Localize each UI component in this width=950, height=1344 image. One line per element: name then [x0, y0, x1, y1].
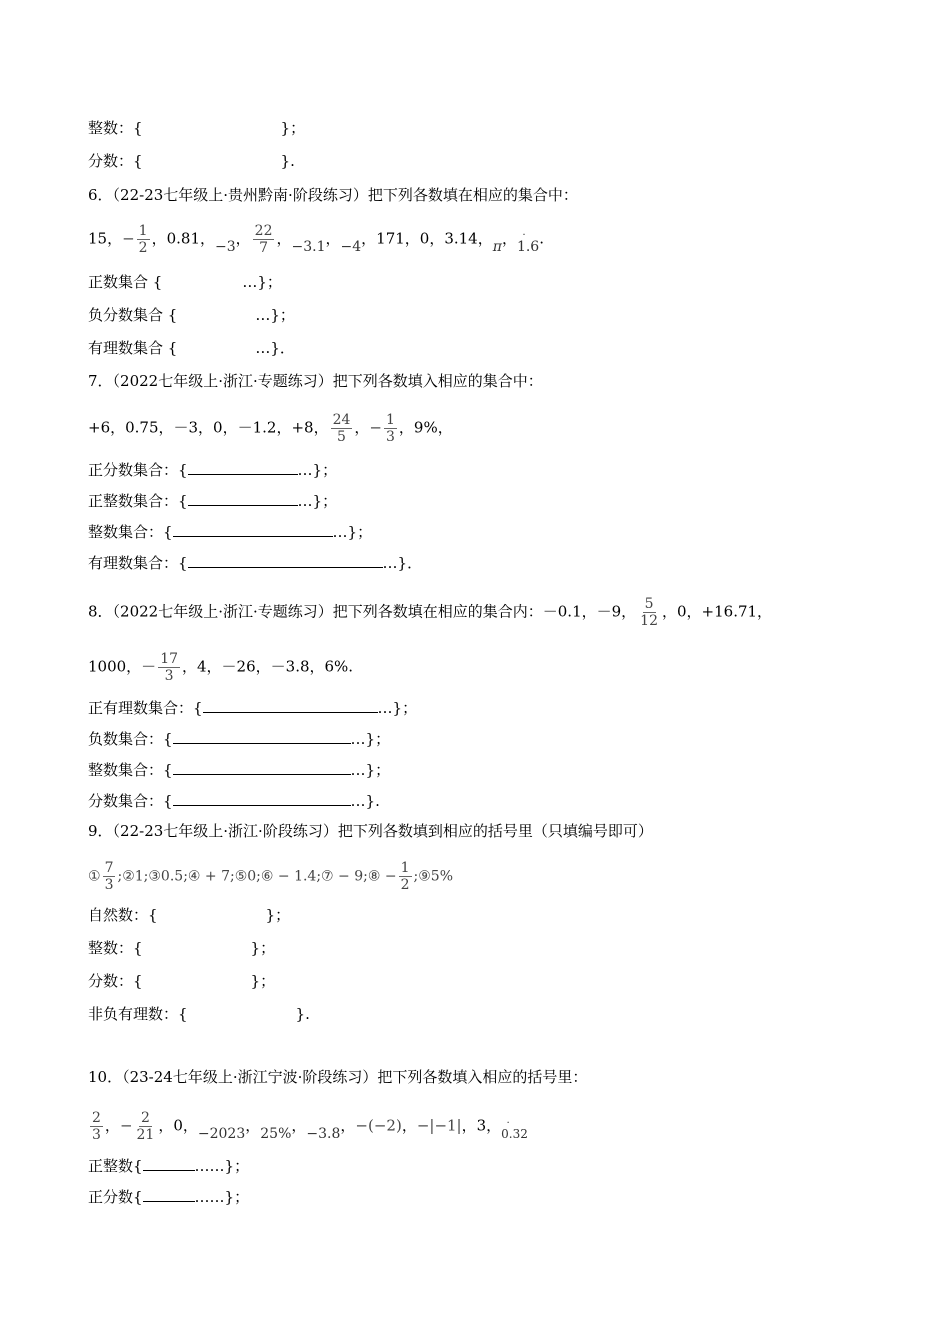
q6-set-negative-fraction: 负分数集合 { …}； [88, 306, 295, 324]
q8-heading: 8．（2022七年级上·浙江·专题练习）把下列各数填在相应的集合内：－0.1，－9， $\frac{5}{12}$ ，0，+16.71， [88, 596, 773, 629]
q7-numbers: +6，0.75，－3，0，－1.2，+8， $\frac{24}{5}$ ，− $\frac{1}{3}$ ，9%， [88, 412, 453, 445]
q10-fraction-2: $\frac{2}{21}$ [136, 1110, 155, 1143]
q7-set-positive-fraction: 正分数集合：{ …}； [88, 461, 338, 479]
q10-numbers: $\frac{2}{3}$ ，− $\frac{2}{21}$ ，0，−2023，25%，−3.8，−(−2)，−|−1|，3，$_{0.32}$ ˙ [88, 1110, 528, 1143]
q9-fraction-2: $\frac{1}{2}$ [400, 860, 410, 893]
q6-heading: 6．（22-23七年级上·贵州黔南·阶段练习）把下列各数填在相应的集合中： [88, 186, 578, 204]
q7-fraction-1: $\frac{24}{5}$ [332, 412, 351, 445]
q7-set-rational: 有理数集合：{ …}． [88, 554, 423, 572]
q9-fraction-1: $\frac{7}{3}$ [104, 860, 114, 893]
q6-set-rational: 有理数集合 { …}． [88, 339, 295, 357]
q9-numbers: ① $\frac{7}{3}$ ;②1;③0.5;④ + 7;⑤0;⑥ − 1.4;⑦ − 9;⑧ − $\frac{1}{2}$ ;⑨5% [88, 860, 453, 893]
q10-set-positive-fraction: 正分数{ ……}； [88, 1188, 250, 1206]
q7-heading: 7．（2022七年级上·浙江·专题练习）把下列各数填入相应的集合中： [88, 372, 543, 390]
q8-set-fraction: 分数集合：{ …}. [88, 792, 380, 810]
q6-fraction-2: $\frac{22}{7}$ [254, 223, 273, 256]
q10-set-positive-integer: 正整数{ ……}； [88, 1157, 250, 1175]
q5-fraction-set: 分数：{ }. [88, 152, 295, 170]
q9-set-nonnegative-rational: 非负有理数：{ }. [88, 1005, 310, 1023]
q7-fraction-2: $\frac{1}{3}$ [386, 412, 395, 445]
q8-set-integer: 整数集合：{ …}； [88, 761, 391, 779]
q6-numbers: 15，− $\frac{1}{2}$ ，0.81，−3， $\frac{22}{7}$ ，−3.1，−4，171，0，3.14，π，1.6 ˙. [88, 223, 544, 256]
q9-heading: 9．（22-23七年级上·浙江·阶段练习）把下列各数填到相应的括号里（只填编号即可） [88, 822, 653, 840]
q9-set-fraction: 分数：{ }； [88, 972, 276, 990]
q6-fraction-1: $\frac{1}{2}$ [138, 223, 148, 256]
q5-integer-set: 整数：{ }； [88, 119, 306, 137]
q8-fraction-1: $\frac{5}{12}$ [640, 596, 658, 629]
q6-set-positive: 正数集合 { …}； [88, 273, 282, 291]
q9-set-natural: 自然数：{ }； [88, 906, 291, 924]
q7-set-positive-integer: 正整数集合：{ …}； [88, 492, 338, 510]
q8-numbers: 1000，－ $\frac{17}{3}$ ，4，－26，－3.8，6%. [88, 651, 354, 684]
q9-set-integer: 整数：{ }； [88, 939, 276, 957]
q8-set-positive-rational: 正有理数集合：{ …}； [88, 699, 418, 717]
q8-fraction-2: $\frac{17}{3}$ [160, 651, 179, 684]
q10-fraction-1: $\frac{2}{3}$ [92, 1110, 101, 1143]
q8-set-negative: 负数集合：{ …}； [88, 730, 391, 748]
q7-set-integer: 整数集合：{ …}； [88, 523, 373, 541]
q10-heading: 10．（23-24七年级上·浙江宁波·阶段练习）把下列各数填入相应的括号里： [88, 1068, 588, 1086]
